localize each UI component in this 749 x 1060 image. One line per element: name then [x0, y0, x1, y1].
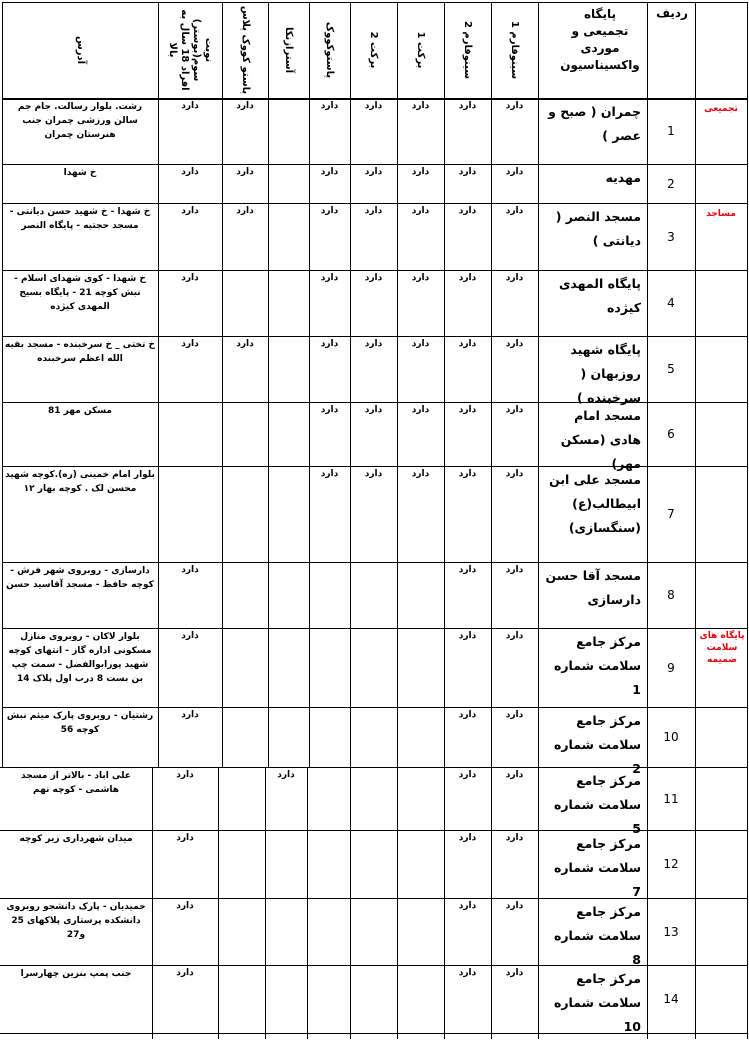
base-name-cell: مسجد علی ابن ابیطالب(ع) (سنگسازی) — [549, 472, 641, 535]
has-vaccine-cell: دارد — [236, 101, 254, 111]
column-divider — [747, 2, 748, 767]
row-number-cell: 9 — [667, 661, 675, 675]
base-name-cell: مسجد امام هادی (مسکن مهر) — [560, 408, 641, 471]
header-astrazeneca — [268, 2, 308, 98]
row-divider — [2, 628, 747, 629]
row-number-cell: 1 — [667, 124, 675, 138]
has-vaccine-cell: دارد — [320, 469, 339, 479]
has-vaccine-cell: دارد — [364, 206, 383, 216]
header-barekat2 — [350, 2, 396, 98]
has-vaccine-cell: دارد — [320, 101, 339, 111]
base-name-cell: چمران ( صبح و عصر ) — [548, 104, 641, 143]
column-divider — [538, 767, 539, 1039]
header-pasteur-covac — [309, 2, 349, 98]
header-address-label: آدرس — [74, 35, 86, 65]
address-cell: رشتیان - روبروی پارک میثم نبش کوچه 56 — [6, 711, 154, 735]
row-number-cell: 8 — [667, 588, 675, 602]
has-vaccine-cell: دارد — [364, 273, 383, 283]
has-vaccine-cell: دارد — [505, 273, 524, 283]
has-vaccine-cell: دارد — [176, 833, 194, 843]
has-vaccine-cell: دارد — [505, 339, 524, 349]
address-cell: حمیدیان - پارک دانشجو روبروی دانشکده پرستاری پلاکهای 25 و27 — [6, 902, 146, 940]
has-vaccine-cell: دارد — [236, 206, 254, 216]
category-salamat: پایگاه های سلامت ضمیمه — [699, 631, 745, 665]
base-name-cell: مسجد آقا حسن دارسازی — [545, 568, 641, 607]
has-vaccine-cell: دارد — [364, 167, 383, 177]
column-divider — [350, 2, 351, 767]
address-cell: جنب پمپ بنزین چهارسرا — [20, 969, 132, 979]
has-vaccine-cell: دارد — [411, 167, 430, 177]
header-barekat1 — [397, 2, 443, 98]
has-vaccine-cell: دارد — [320, 273, 339, 283]
address-cell: بلوار امام خمینی (ره).کوچه شهید محسن لک . کوچه بهار ۱۲ — [5, 470, 155, 494]
has-vaccine-cell: دارد — [505, 631, 524, 641]
header-pasteur-covpars — [222, 2, 267, 98]
has-vaccine-cell: دارد — [320, 206, 339, 216]
has-vaccine-cell: دارد — [181, 101, 199, 111]
has-vaccine-cell: دارد — [236, 167, 254, 177]
header-barekat1-label: برکت 1 — [415, 31, 426, 69]
has-vaccine-cell: دارد — [181, 206, 199, 216]
base-name-cell: مسجد النصر ( دیانتی ) — [555, 209, 641, 248]
row-number-cell: 13 — [663, 925, 679, 939]
has-vaccine-cell: دارد — [505, 901, 524, 911]
base-name-cell: مرکز جامع سلامت شماره 2 — [553, 713, 641, 776]
has-vaccine-cell: دارد — [505, 405, 524, 415]
has-vaccine-cell: دارد — [236, 339, 254, 349]
header-pasteur-covpars-label: پاستو کووک پلاس — [239, 5, 251, 95]
has-vaccine-cell: دارد — [458, 273, 477, 283]
has-vaccine-cell: دارد — [181, 631, 199, 641]
row-number-cell: 11 — [663, 792, 679, 806]
address-cell: رشت. بلوار رسالت. جام جم سالن ورزشی چمران جنب هنرستان چمران — [17, 102, 143, 140]
row-number-cell: 5 — [667, 362, 675, 376]
has-vaccine-cell: دارد — [458, 833, 477, 843]
has-vaccine-cell: دارد — [181, 710, 199, 720]
address-cell: مسکن مهر 81 — [48, 406, 112, 416]
has-vaccine-cell: دارد — [176, 770, 194, 780]
has-vaccine-cell: دارد — [364, 405, 383, 415]
has-vaccine-cell: دارد — [364, 101, 383, 111]
address-cell: میدان شهرداری زیر کوچه — [19, 834, 133, 844]
has-vaccine-cell: دارد — [320, 167, 339, 177]
has-vaccine-cell: دارد — [411, 273, 430, 283]
header-base-title: پایگاه تجمیعی و موردی واکسیناسیون — [560, 7, 640, 72]
column-divider — [444, 2, 445, 767]
column-divider — [265, 767, 266, 1039]
column-divider — [222, 2, 223, 767]
base-name-cell: پایگاه شهید روزبهان ( سرخبنده ) — [570, 342, 641, 405]
column-divider — [647, 2, 648, 767]
has-vaccine-cell: دارد — [458, 968, 477, 978]
column-divider — [491, 2, 492, 767]
header-booster — [158, 2, 221, 98]
has-vaccine-cell: دارد — [505, 469, 524, 479]
has-vaccine-cell: دارد — [458, 710, 477, 720]
base-name-cell: مرکز جامع سلامت شماره 7 — [553, 836, 641, 899]
has-vaccine-cell: دارد — [181, 273, 199, 283]
header-barekat2-label: برکت 2 — [368, 31, 379, 69]
column-divider — [747, 767, 748, 1039]
header-booster-label: نوبت سوم(بوستر) افراد 18 سال به بالا — [166, 9, 214, 91]
has-vaccine-cell: دارد — [364, 339, 383, 349]
has-vaccine-cell: دارد — [458, 631, 477, 641]
has-vaccine-cell: دارد — [181, 167, 199, 177]
column-divider — [695, 767, 696, 1039]
row-number-cell: 3 — [667, 230, 675, 244]
has-vaccine-cell: دارد — [411, 405, 430, 415]
row-number-cell: 4 — [667, 296, 675, 310]
has-vaccine-cell: دارد — [320, 339, 339, 349]
base-name-cell: مرکز جامع سلامت شماره 1 — [553, 634, 641, 697]
column-divider — [538, 2, 539, 767]
has-vaccine-cell: دارد — [505, 565, 524, 575]
column-divider — [695, 2, 696, 767]
header-sinopharm2-label: سینوفارم 2 — [462, 20, 473, 80]
base-name-cell: مرکز جامع سلامت شماره 5 — [553, 773, 641, 836]
base-name-cell: پایگاه المهدی کیژده — [558, 276, 641, 315]
has-vaccine-cell: دارد — [411, 206, 430, 216]
has-vaccine-cell: دارد — [505, 206, 524, 216]
row-divider — [2, 707, 747, 708]
address-cell: خ شهدا — [63, 168, 97, 178]
row-number-cell: 12 — [663, 857, 679, 871]
has-vaccine-cell: دارد — [458, 167, 477, 177]
base-name-cell: مرکز جامع سلامت شماره 10 — [553, 971, 641, 1034]
header-sinopharm1-label: سینوفارم 1 — [509, 20, 520, 80]
has-vaccine-cell: دارد — [277, 770, 295, 780]
column-divider — [268, 2, 269, 767]
address-cell: دارسازی - روبروی شهر فرش - کوچه حافظ - مسجد آقاسید حسن — [6, 566, 154, 590]
column-divider — [307, 767, 308, 1039]
has-vaccine-cell: دارد — [181, 339, 199, 349]
header-sinopharm2 — [444, 2, 490, 98]
column-divider — [218, 767, 219, 1039]
has-vaccine-cell: دارد — [458, 565, 477, 575]
column-divider — [397, 2, 398, 767]
row-divider — [2, 164, 747, 165]
has-vaccine-cell: دارد — [505, 710, 524, 720]
header-astrazeneca-label: آسترازنکا — [283, 26, 294, 74]
column-divider — [309, 2, 310, 767]
header-sinopharm1 — [491, 2, 537, 98]
has-vaccine-cell: دارد — [181, 565, 199, 575]
header-pasteur-covac-label: پاستوکووک — [324, 21, 335, 79]
has-vaccine-cell: دارد — [411, 469, 430, 479]
has-vaccine-cell: دارد — [458, 339, 477, 349]
has-vaccine-cell: دارد — [458, 770, 477, 780]
address-cell: علی اباد - بالاتر از مسجد هاشمی - کوچه نهم — [21, 771, 131, 795]
row-divider — [2, 562, 747, 563]
category-tajmii: تجمیعی — [704, 104, 738, 114]
row-number-cell: 10 — [663, 730, 679, 744]
header-radif: ردیف — [656, 6, 688, 20]
row-divider — [2, 203, 747, 204]
address-cell: بلوار لاکان - روبروی منازل مسکونی اداره گاز - انتهای کوچه شهید پورابوالفضل - سمت چپ بن بست 8 درب اول پلاک 14 — [8, 632, 152, 684]
row-divider — [2, 336, 747, 337]
has-vaccine-cell: دارد — [505, 770, 524, 780]
has-vaccine-cell: دارد — [458, 405, 477, 415]
base-name-cell: مهدیه — [605, 170, 641, 185]
column-divider — [2, 2, 3, 767]
has-vaccine-cell: دارد — [505, 167, 524, 177]
has-vaccine-cell: دارد — [320, 405, 339, 415]
row-number-cell: 14 — [663, 992, 679, 1006]
has-vaccine-cell: دارد — [458, 901, 477, 911]
address-cell: خ شهدا - کوی شهدای اسلام - نبش کوچه 21 - پایگاه بسیج المهدی کیژده — [14, 274, 146, 312]
has-vaccine-cell: دارد — [176, 901, 194, 911]
category-masajed: مساجد — [706, 209, 736, 219]
has-vaccine-cell: دارد — [176, 968, 194, 978]
column-divider — [397, 767, 398, 1039]
row-number-cell: 7 — [667, 507, 675, 521]
has-vaccine-cell: دارد — [364, 469, 383, 479]
column-divider — [350, 767, 351, 1039]
base-name-cell: مرکز جامع سلامت شماره 8 — [553, 904, 641, 967]
has-vaccine-cell: دارد — [411, 339, 430, 349]
has-vaccine-cell: دارد — [458, 206, 477, 216]
row-number-cell: 6 — [667, 427, 675, 441]
header-address — [2, 2, 157, 98]
has-vaccine-cell: دارد — [458, 469, 477, 479]
has-vaccine-cell: دارد — [505, 968, 524, 978]
row-number-cell: 2 — [667, 177, 675, 191]
address-cell: خ تختی _ خ سرخبنده - مسجد بقیه الله اعظم سرخبنده — [5, 340, 155, 364]
has-vaccine-cell: دارد — [505, 101, 524, 111]
address-cell: خ شهدا - خ شهید حسن دیانتی - مسجد حجتیه - پایگاه النصر — [9, 207, 151, 231]
has-vaccine-cell: دارد — [411, 101, 430, 111]
has-vaccine-cell: دارد — [505, 833, 524, 843]
has-vaccine-cell: دارد — [458, 101, 477, 111]
row-divider — [2, 270, 747, 271]
column-divider — [158, 2, 159, 767]
